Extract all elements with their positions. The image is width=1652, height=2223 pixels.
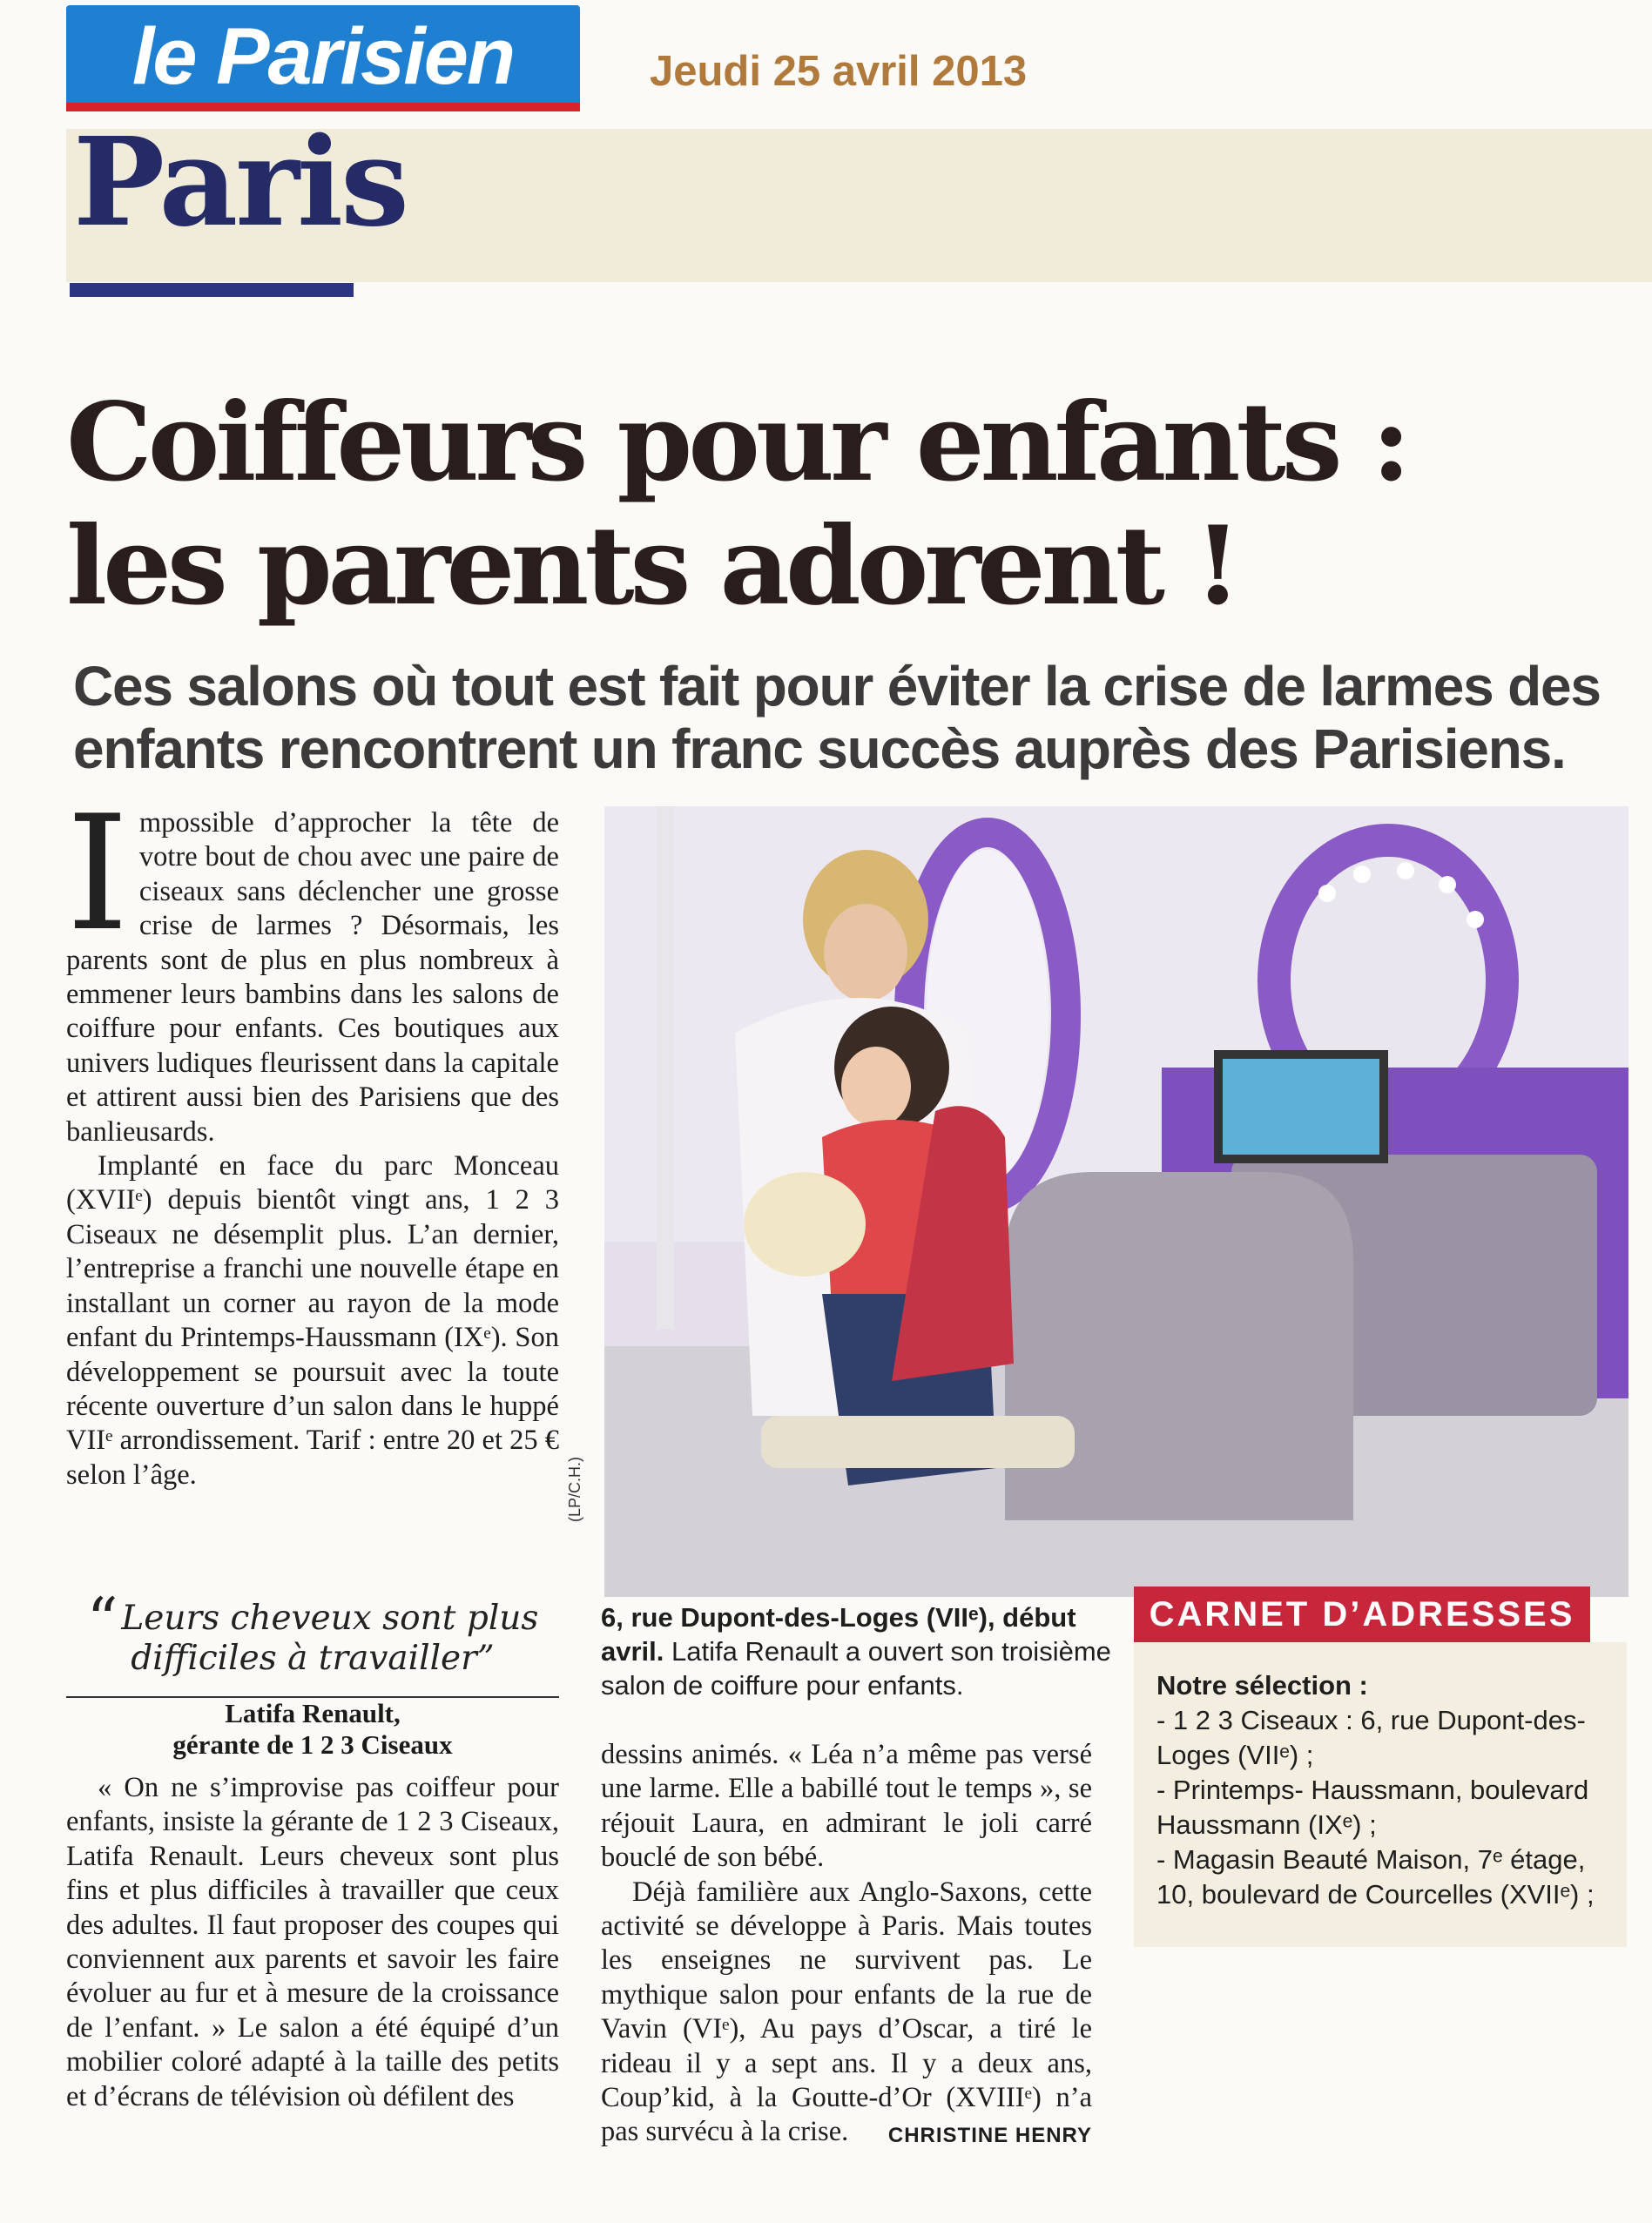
article-column-1-bottom: [66, 1771, 559, 2114]
paragraph-3: « On ne s’improvise pas coiffeur pour enfants, insiste la gérante de 1 2 3 Ciseaux, Latifa Renault. Leurs cheveux sont plus fins et plus difficiles à travailler que ceux des adultes. Il faut proposer des coupes qui conviennent aux parents et savoir les faire évoluer au fur et à mesure de la croissance de l’enfant. » Le salon a été équipé d’un mobilier coloré adapté à la taille des petits et d’écrans de télévision où défilent des: [66, 1772, 559, 2112]
photo-credit: (LP/C.H.): [566, 1456, 583, 1522]
paragraph-1: [66, 781, 559, 1149]
headline-line-1: Coiffeurs pour enfants :: [66, 380, 1407, 506]
pull-quote: [66, 1585, 559, 1679]
paragraph-1-text: mpossible d’approcher la tête de votre bout de chou avec une paire de ciseaux sans déclencher une grosse crise de larmes ? Désormais, les parents sont de plus en plus nombreux à emmener leurs bambins dans les salons de coiffure pour enfants. Ces boutiques aux univers ludiques fleurissent dans la capitale et attirent aussi bien des Parisiens que des banlieusards.: [66, 807, 559, 1148]
logo-red-stripe: [66, 103, 580, 111]
address-list: [1156, 1668, 1627, 1912]
address-item: - 1 2 3 Ciseaux : 6, rue Dupont-des-Loges (VIIᵉ) ;: [1156, 1705, 1586, 1770]
attribution-role: gérante de 1 2 3 Ciseaux: [172, 1729, 453, 1760]
paragraph-5-text: Déjà familière aux Anglo-Saxons, cette activité se développe à Paris. Mais toutes les enseignes ne survivent pas. Le mythique salon pour enfants de la rue de Vavin (VIᵉ), Au pays d’Oscar, a tiré le rideau il y a sept ans. Il y a deux ans, Coup’kid, à la Goutte-d’Or (XVIIIᵉ) n’a pas survécu à la crise.: [601, 1876, 1092, 2148]
attribution-name: Latifa Renault,: [225, 1698, 401, 1728]
logo-text: le Parisien: [131, 12, 515, 101]
quote-attribution: [66, 1698, 559, 1761]
issue-date: Jeudi 25 avril 2013: [650, 48, 1028, 95]
salon-photo-illustration: [604, 806, 1628, 1597]
paragraph-2: Implanté en face du parc Monceau (XVIIᵉ) depuis bientôt vingt ans, 1 2 3 Ciseaux ne désemplit plus. L’an dernier, l’entreprise a franchi une nouvelle étape en installant un corner au rayon de la mode enfant du Printemps-Haussmann (IXᵉ). Son développement se poursuit avec la toute récente ouverture d’un salon dans le huppé VIIᵉ arrondissement. Tarif : entre 20 et 25 € selon l’âge.: [66, 1150, 559, 1491]
caption-location: 6, rue Dupont-des-Loges (VIIᵉ), début avril.: [601, 1602, 1076, 1667]
quote-mark: “: [86, 1585, 118, 1656]
photo-caption: [601, 1600, 1132, 1702]
address-box-title: CARNET D’ADRESSES: [1134, 1586, 1590, 1642]
le-parisien-logo: [66, 5, 580, 108]
pull-quote-text: Leurs cheveux sont plus difficiles à travailler”: [121, 1599, 539, 1678]
address-list-lead: Notre sélection :: [1156, 1670, 1368, 1701]
salon-photo: [604, 806, 1628, 1597]
article-column-2: [601, 1738, 1092, 2153]
section-underline: [70, 283, 354, 297]
caption-text: Latifa Renault a ouvert son troisième salon de coiffure pour enfants.: [601, 1636, 1111, 1701]
address-item: - Magasin Beauté Maison, 7ᵉ étage, 10, boulevard de Courcelles (XVIIᵉ) ;: [1156, 1844, 1595, 1910]
headline: [66, 381, 1599, 629]
subheadline: Ces salons où tout est fait pour éviter la crise de larmes des enfants rencontrent un franc succès auprès des Parisiens.: [73, 655, 1601, 780]
section-title: Paris: [73, 111, 407, 254]
paragraph-5: [601, 1876, 1092, 2150]
paragraph-4: dessins animés. « Léa n’a même pas versé une larme. Elle a babillé tout le temps », se réjouit Laura, en admirant le joli carré bouclé de son bébé.: [601, 1739, 1092, 1874]
byline: CHRISTINE HENRY: [887, 2124, 1092, 2148]
drop-cap: I: [66, 781, 129, 966]
headline-line-2: les parents adorent !: [66, 503, 1237, 630]
address-item: - Printemps- Haussmann, boulevard Haussmann (IXᵉ) ;: [1156, 1775, 1589, 1840]
article-column-1: [66, 781, 559, 1492]
